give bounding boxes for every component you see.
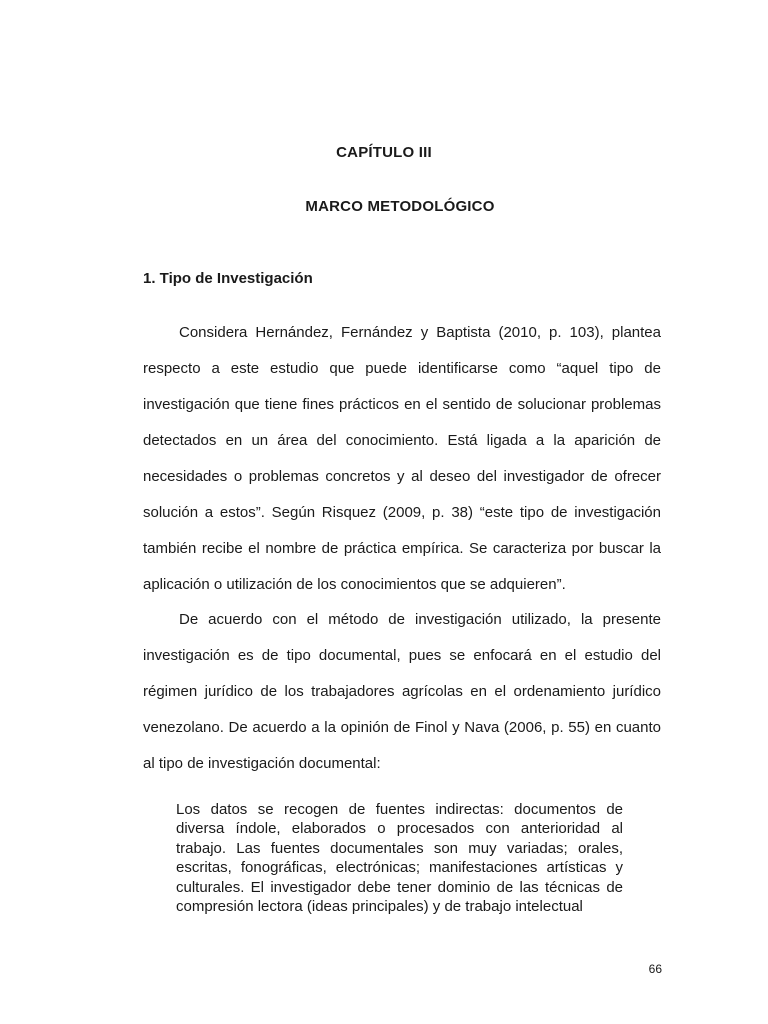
chapter-title: MARCO METODOLÓGICO xyxy=(305,198,495,215)
chapter-label: CAPÍTULO III xyxy=(336,144,432,161)
paragraph-2-block xyxy=(143,602,661,782)
block-quote xyxy=(176,800,623,916)
paragraph-1: Considera Hernández, Fernández y Baptista (2010, p. 103), plantea respecto a este estudio que puede identificarse como “aquel tipo de investigación que tiene fines prácticos en el sentido de solucionar problemas detectados en un área del conocimiento. Está ligada a la aparición de necesidades o problemas concretos y al deseo del investigador de ofrecer solución a estos”. Según Risquez (2009, p. 38) “este tipo de investigación también recibe el nombre de práctica empírica. Se caracteriza por buscar la aplicación o utilización de los conocimientos que se adquieren”. xyxy=(143,324,661,593)
paragraph-1-block xyxy=(143,315,661,603)
page-number: 66 xyxy=(648,962,662,976)
block-quote-text: Los datos se recogen de fuentes indirectas: documentos de diversa índole, elaborados o procesados con anterioridad al trabajo. Las fuentes documentales son muy variadas; orales, escritas, fonográficas, electrónicas; manifestaciones artísticas y culturales. El investigador debe tener dominio de las técnicas de compresión lectora (ideas principales) y de trabajo intelectual xyxy=(176,801,623,916)
section-heading: 1. Tipo de Investigación xyxy=(143,270,313,287)
paragraph-2: De acuerdo con el método de investigación utilizado, la presente investigación es de tipo documental, pues se enfocará en el estudio del régimen jurídico de los trabajadores agrícolas en el ordenamiento jurídico venezolano. De acuerdo a la opinión de Finol y Nava (2006, p. 55) en cuanto al tipo de investigación documental: xyxy=(143,611,661,772)
